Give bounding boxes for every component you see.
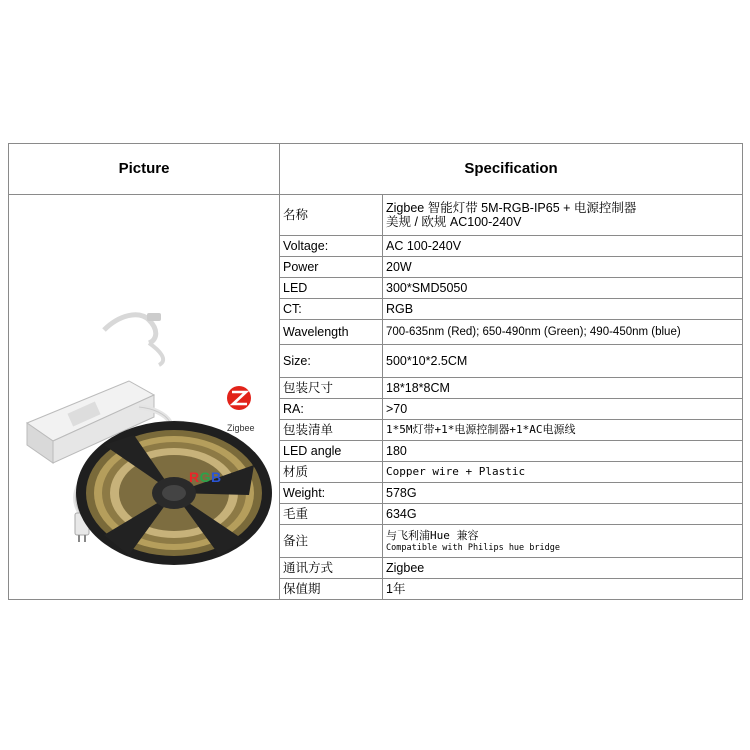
rgb-g: G [199, 469, 212, 485]
spec-value: 18*18*8CM [383, 378, 743, 399]
picture-cell [9, 195, 280, 600]
spec-value: >70 [383, 399, 743, 420]
spec-label: Weight: [280, 483, 383, 504]
spec-label: 毛重 [280, 504, 383, 525]
spec-value: 578G [383, 483, 743, 504]
spec-sheet [8, 143, 742, 600]
spec-value: 1*5M灯带+1*电源控制器+1*AC电源线 [383, 420, 743, 441]
spec-value: 300*SMD5050 [383, 278, 743, 299]
spec-value: 180 [383, 441, 743, 462]
zigbee-logo-icon [227, 386, 251, 410]
product-picture [9, 195, 280, 599]
spec-label: CT: [280, 299, 383, 320]
spec-value: 700-635nm (Red); 650-490nm (Green); 490-450nm (blue) [383, 320, 743, 345]
spec-label: LED angle [280, 441, 383, 462]
spec-value: AC 100-240V [383, 236, 743, 257]
spec-value [383, 195, 743, 236]
zigbee-logo-text: Zigbee [227, 423, 255, 433]
picture-header: Picture [9, 144, 280, 195]
led-strip-kit-image [9, 195, 280, 599]
spec-value: 1年 [383, 579, 743, 600]
spec-value-line2: 美规 / 欧规 AC100-240V [386, 215, 522, 229]
spec-value: 20W [383, 257, 743, 278]
spec-label: Power [280, 257, 383, 278]
spec-label: RA: [280, 399, 383, 420]
spec-value: 634G [383, 504, 743, 525]
spec-label: LED [280, 278, 383, 299]
spec-label: Voltage: [280, 236, 383, 257]
spec-label: 包装清单 [280, 420, 383, 441]
spec-label: 备注 [280, 525, 383, 558]
rgb-label [189, 470, 222, 484]
spec-label: 包装尺寸 [280, 378, 383, 399]
spec-label: 保值期 [280, 579, 383, 600]
spec-label: 名称 [280, 195, 383, 236]
header-row [9, 144, 743, 195]
spec-value: 500*10*2.5CM [383, 345, 743, 378]
rgb-b: B [211, 469, 222, 485]
spec-label: 材质 [280, 462, 383, 483]
spec-label: 通讯方式 [280, 558, 383, 579]
spec-value-line1: Zigbee 智能灯带 5M-RGB-IP65 + 电源控制器 [386, 201, 637, 215]
spec-table [8, 143, 743, 600]
spec-value: Copper wire + Plastic [383, 462, 743, 483]
spec-value-line2: Compatible with Philips hue bridge [386, 543, 560, 553]
spec-label: Wavelength [280, 320, 383, 345]
rgb-r: R [189, 469, 200, 485]
led-strip-reel-icon [76, 421, 272, 565]
spec-label: Size: [280, 345, 383, 378]
spec-value: Zigbee [383, 558, 743, 579]
spec-value-line1: 与飞利浦Hue 兼容 [386, 529, 479, 542]
specification-header: Specification [280, 144, 743, 195]
spec-value: RGB [383, 299, 743, 320]
spec-value [383, 525, 743, 558]
table-row [9, 195, 743, 236]
